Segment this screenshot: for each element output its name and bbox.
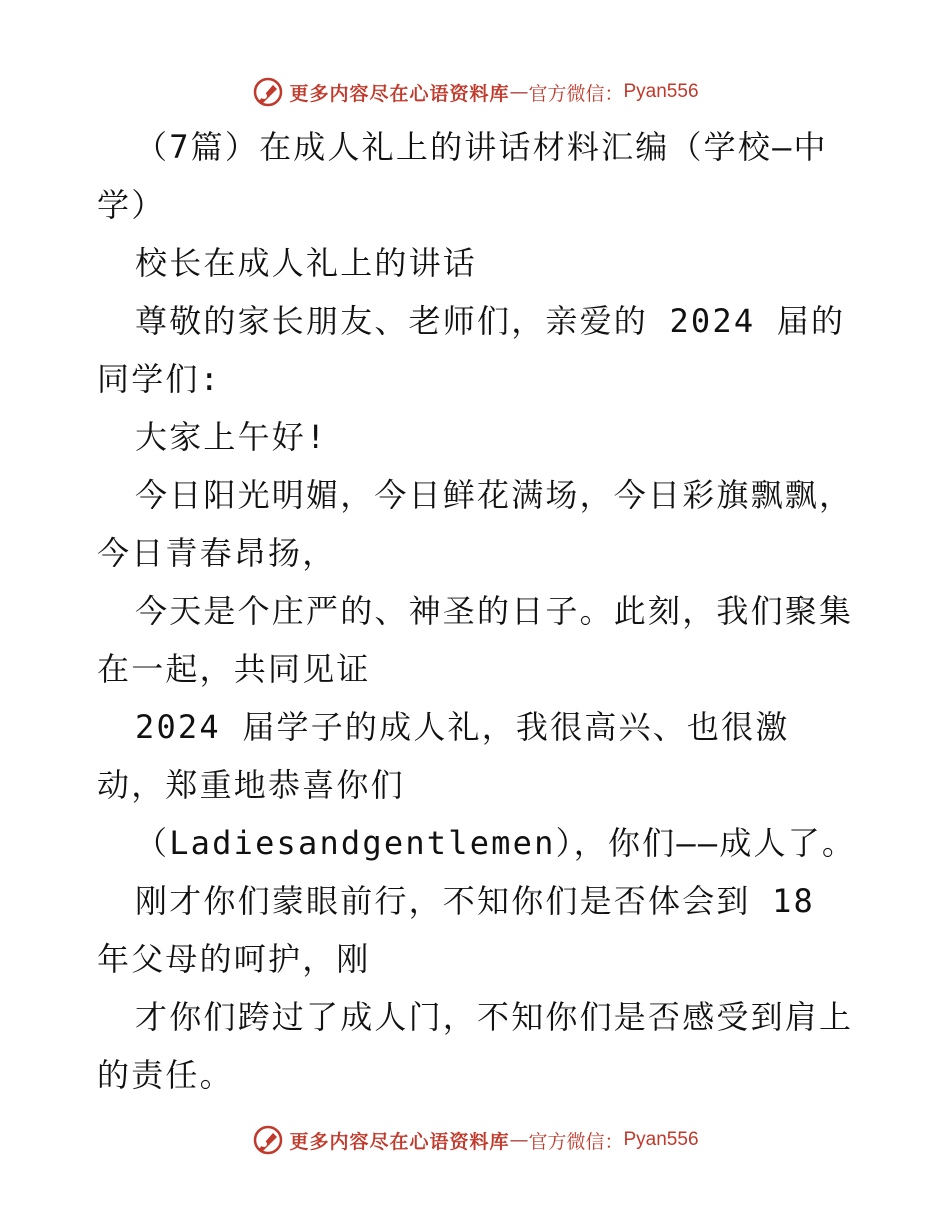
- paragraph: 今日阳光明媚，今日鲜花满场，今日彩旗飘飘，今日青春昂扬，: [97, 476, 854, 572]
- paragraph: 尊敬的家长朋友、老师们，亲爱的 2024 届的同学们:: [97, 302, 846, 398]
- doc-title: （7篇）在成人礼上的讲话材料汇编（学校—中学）: [97, 128, 828, 224]
- banner-separator: —: [509, 1129, 529, 1151]
- paragraph: 刚才你们蒙眼前行，不知你们是否体会到 18 年父母的呵护，刚: [97, 882, 815, 978]
- footer-banner: [0, 1120, 950, 1160]
- paragraph: 2024 届学子的成人礼，我很高兴、也很激动，郑重地恭喜你们: [97, 708, 790, 804]
- paragraph: 大家上午好!: [135, 418, 328, 456]
- banner-separator: —: [509, 81, 529, 103]
- paragraph: 才你们跨过了成人门，不知你们是否感受到肩上的责任。: [97, 998, 854, 1094]
- banner-suffix: 官方微信：: [528, 82, 624, 105]
- banner-text: 更多内容尽在心语资料库: [289, 1130, 510, 1153]
- banner-suffix: 官方微信：: [528, 1130, 624, 1153]
- banner-text: 更多内容尽在心语资料库: [289, 82, 510, 105]
- document-body: [97, 118, 857, 1104]
- speech-heading: 校长在成人礼上的讲话: [135, 244, 478, 282]
- pen-logo-icon: [251, 1123, 285, 1157]
- paragraph: 今天是个庄严的、神圣的日子。此刻，我们聚集在一起，共同见证: [97, 592, 854, 688]
- paragraph: （Ladiesandgentlemen），你们——成人了。: [135, 824, 857, 862]
- pen-logo-icon: [251, 75, 285, 109]
- wechat-id: Pyan556: [623, 1129, 699, 1150]
- header-banner: [0, 72, 950, 112]
- wechat-id: Pyan556: [623, 81, 699, 102]
